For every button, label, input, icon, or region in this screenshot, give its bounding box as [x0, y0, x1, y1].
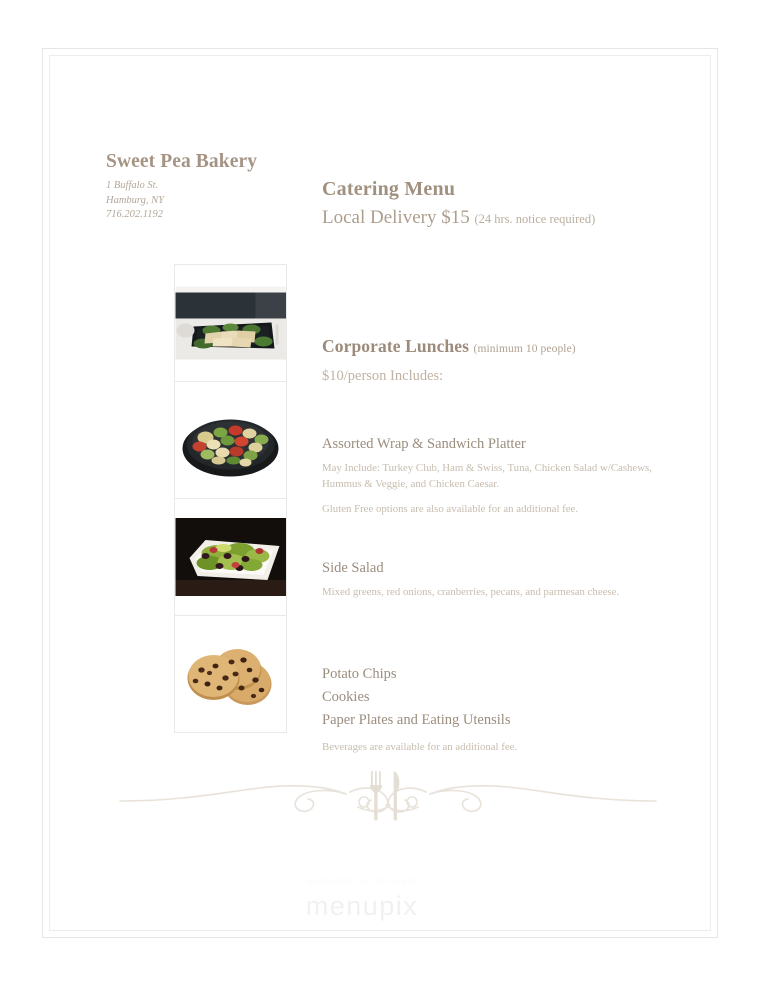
- page-border-inner: [49, 55, 711, 931]
- section-price-line: $10/person Includes:: [322, 368, 444, 384]
- item-name: Side Salad: [322, 560, 384, 576]
- business-masthead: [106, 151, 316, 223]
- side-salad-photo: [175, 518, 286, 596]
- item-description: Beverages are available for an additional fee.: [322, 741, 518, 753]
- watermark-top-text: powered by menupix: [306, 876, 418, 887]
- section-heading: [322, 336, 702, 357]
- business-name: Sweet Pea Bakery: [106, 151, 258, 172]
- photo-column: [174, 264, 287, 733]
- photo-cell-side-salad: [175, 499, 286, 616]
- photo-cell-round-platter: [175, 382, 286, 499]
- item-name: Assorted Wrap & Sandwich Platter: [322, 436, 526, 452]
- flourish-divider-ornament: [118, 761, 658, 831]
- chocolate-chip-cookies-photo: [175, 626, 286, 722]
- address-line-2: Hamburg, NY: [106, 194, 164, 206]
- menu-item-wrap-platter: [322, 436, 682, 517]
- extra-line-cookies: Cookies: [322, 689, 370, 705]
- item-description: May Include: Turkey Club, Ham & Swiss, Tuna, Chicken Salad w/Cashews, Hummus & Veggie, and Chicken Caesar.: [322, 462, 652, 490]
- delivery-line: [322, 207, 692, 229]
- item-description: Mixed greens, red onions, cranberries, pecans, and parmesan cheese.: [322, 586, 620, 598]
- page-border-outer: [42, 48, 718, 938]
- section-corporate-lunches: [322, 336, 702, 385]
- flourish-svg: [118, 761, 658, 831]
- item-description-secondary: Gluten Free options are also available for an additional fee.: [322, 503, 579, 515]
- photo-cell-sandwich-platter: [175, 265, 286, 382]
- delivery-text: Local Delivery $15: [322, 207, 470, 228]
- watermark-logo-text: menupix: [305, 891, 419, 921]
- business-phone: 716.202.1192: [106, 209, 163, 220]
- extra-line-plates-utensils: Paper Plates and Eating Utensils: [322, 712, 511, 728]
- address-line-1: 1 Buffalo St.: [106, 180, 159, 191]
- photo-cell-cookies: [175, 616, 286, 733]
- sandwich-platter-photo: [175, 287, 286, 360]
- menu-title: Catering Menu: [322, 178, 456, 200]
- business-address: [106, 179, 316, 223]
- menu-header: [322, 178, 692, 229]
- menupix-watermark: [50, 876, 710, 922]
- section-heading-text: Corporate Lunches: [322, 336, 470, 356]
- menu-item-side-salad: [322, 560, 682, 600]
- menu-sheet: [50, 56, 710, 930]
- extra-line-potato-chips: Potato Chips: [322, 666, 397, 682]
- round-veggie-platter-photo: [175, 393, 286, 488]
- section-heading-qualifier: (minimum 10 people): [473, 343, 576, 355]
- menu-item-extras: [322, 663, 682, 755]
- delivery-note: (24 hrs. notice required): [474, 212, 596, 226]
